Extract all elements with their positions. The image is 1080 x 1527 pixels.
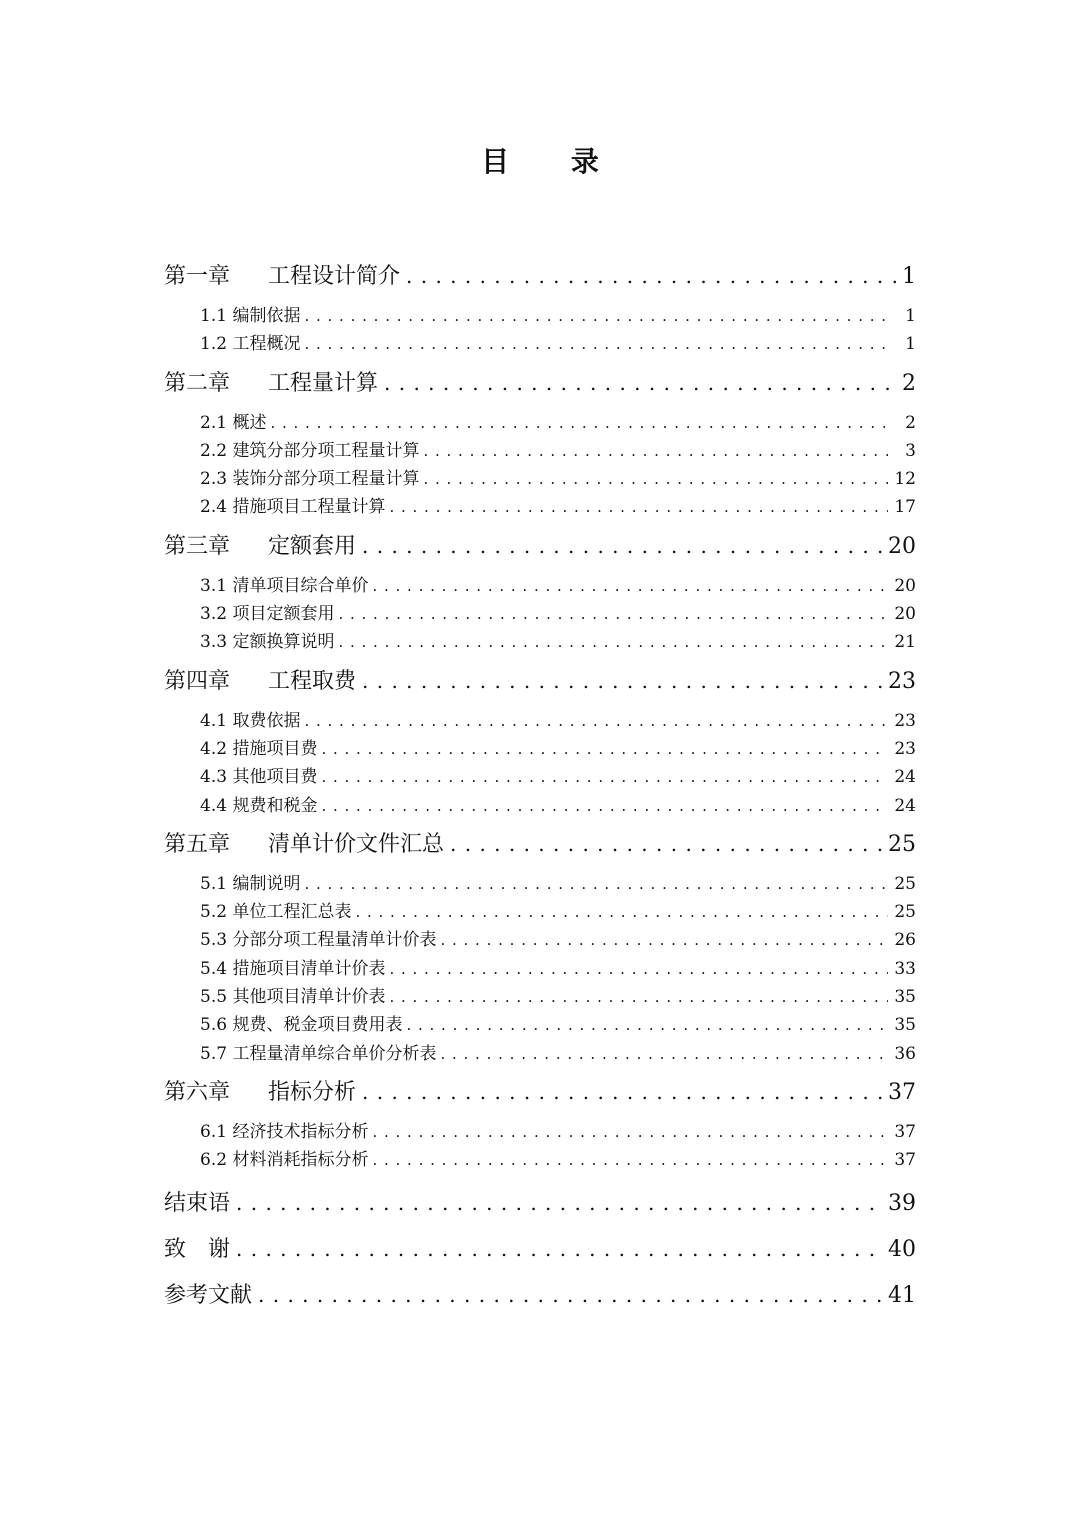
toc-backmatter-entry[interactable] bbox=[164, 1232, 916, 1266]
dot-leader bbox=[362, 529, 882, 563]
section-title: 6.1 经济技术指标分析 bbox=[200, 1121, 369, 1142]
section-title: 5.5 其他项目清单计价表 bbox=[200, 987, 386, 1008]
chapter-group bbox=[164, 366, 916, 522]
toc-section-entry[interactable] bbox=[164, 983, 916, 1011]
chapter-heading bbox=[164, 1076, 356, 1109]
dot-leader bbox=[440, 926, 888, 954]
toc-section-entry[interactable] bbox=[164, 792, 916, 820]
dot-leader bbox=[338, 628, 888, 656]
dot-leader bbox=[236, 1232, 882, 1266]
backmatter-title: 致 谢 bbox=[164, 1236, 231, 1262]
section-title: 5.7 工程量清单综合单价分析表 bbox=[200, 1043, 437, 1064]
toc-section-entry[interactable] bbox=[164, 1118, 916, 1146]
dot-leader bbox=[304, 870, 888, 898]
toc-section-entry[interactable] bbox=[164, 465, 916, 493]
section-title: 2.3 装饰分部分项工程量计算 bbox=[200, 469, 420, 490]
chapter-title: 工程取费 bbox=[268, 668, 357, 694]
dot-leader bbox=[450, 827, 882, 861]
page-number: 40 bbox=[888, 1236, 916, 1262]
dot-leader bbox=[440, 1040, 888, 1068]
toc-chapter-entry[interactable] bbox=[164, 529, 916, 563]
dot-leader bbox=[321, 763, 888, 791]
page-number: 25 bbox=[894, 873, 916, 894]
section-title: 4.2 措施项目费 bbox=[200, 738, 318, 759]
section-title: 4.3 其他项目费 bbox=[200, 767, 318, 788]
section-title: 4.1 取费依据 bbox=[200, 710, 301, 731]
toc-section-entry[interactable] bbox=[164, 898, 916, 926]
backmatter-title: 参考文献 bbox=[164, 1282, 253, 1308]
toc-section-entry[interactable] bbox=[164, 600, 916, 628]
chapter-group bbox=[164, 259, 916, 359]
toc-backmatter-entry[interactable] bbox=[164, 1186, 916, 1220]
section-title: 5.1 编制说明 bbox=[200, 873, 301, 894]
page-number: 37 bbox=[894, 1121, 916, 1142]
dot-leader bbox=[321, 735, 888, 763]
section-title: 5.2 单位工程汇总表 bbox=[200, 902, 352, 923]
toc-section-entry[interactable] bbox=[164, 955, 916, 983]
toc-section-entry[interactable] bbox=[164, 926, 916, 954]
dot-leader bbox=[270, 409, 888, 437]
dot-leader bbox=[321, 792, 888, 820]
dot-leader bbox=[389, 983, 888, 1011]
page-number: 2 bbox=[905, 412, 916, 433]
toc-section-entry[interactable] bbox=[164, 330, 916, 358]
page-number: 23 bbox=[888, 668, 916, 694]
dot-leader bbox=[389, 493, 888, 521]
page-number: 37 bbox=[888, 1079, 916, 1105]
toc-section-entry[interactable] bbox=[164, 572, 916, 600]
chapter-number: 第四章 bbox=[164, 668, 231, 694]
dot-leader bbox=[406, 1011, 888, 1039]
dot-leader bbox=[372, 1146, 888, 1174]
chapter-number: 第六章 bbox=[164, 1079, 231, 1105]
page-number: 35 bbox=[894, 1015, 916, 1036]
chapter-title: 工程设计简介 bbox=[268, 264, 401, 289]
section-title: 5.3 分部分项工程量清单计价表 bbox=[200, 930, 437, 951]
section-title: 2.2 建筑分部分项工程量计算 bbox=[200, 440, 420, 461]
chapter-number: 第五章 bbox=[164, 831, 231, 857]
toc-chapter-entry[interactable] bbox=[164, 259, 916, 293]
dot-leader bbox=[304, 707, 888, 735]
section-title: 5.4 措施项目清单计价表 bbox=[200, 958, 386, 979]
dot-leader bbox=[384, 366, 896, 400]
section-title: 2.4 措施项目工程量计算 bbox=[200, 497, 386, 518]
dot-leader bbox=[258, 1278, 882, 1312]
section-title: 1.1 编制依据 bbox=[200, 306, 301, 326]
page-number: 1 bbox=[905, 334, 916, 355]
dot-leader bbox=[362, 664, 882, 698]
page-number: 33 bbox=[894, 958, 916, 979]
section-title: 2.1 概述 bbox=[200, 412, 267, 433]
chapter-group bbox=[164, 827, 916, 1068]
page-number: 23 bbox=[894, 738, 916, 759]
chapter-heading bbox=[164, 367, 378, 400]
page-number: 37 bbox=[894, 1150, 916, 1171]
dot-leader bbox=[304, 302, 888, 330]
dot-leader bbox=[389, 955, 888, 983]
page-number: 41 bbox=[888, 1282, 916, 1308]
chapter-heading bbox=[164, 260, 400, 293]
dot-leader bbox=[362, 1075, 882, 1109]
page-number: 1 bbox=[905, 306, 916, 326]
dot-leader bbox=[304, 330, 888, 358]
toc-backmatter-entry[interactable] bbox=[164, 1278, 916, 1312]
section-title: 6.2 材料消耗指标分析 bbox=[200, 1150, 369, 1171]
toc-section-entry[interactable] bbox=[164, 870, 916, 898]
page-title: 目 录 bbox=[481, 145, 625, 178]
toc-section-entry[interactable] bbox=[164, 1146, 916, 1174]
section-title: 5.6 规费、税金项目费用表 bbox=[200, 1015, 403, 1036]
chapter-group bbox=[164, 664, 916, 820]
chapter-title: 清单计价文件汇总 bbox=[268, 831, 445, 857]
chapter-number: 第二章 bbox=[164, 370, 231, 396]
page-number: 20 bbox=[888, 533, 916, 559]
toc-section-entry[interactable] bbox=[164, 707, 916, 735]
table-of-contents bbox=[164, 252, 916, 1324]
page-number: 24 bbox=[894, 795, 916, 816]
toc-chapter-entry[interactable] bbox=[164, 1075, 916, 1109]
toc-section-entry[interactable] bbox=[164, 763, 916, 791]
page-number: 36 bbox=[894, 1043, 916, 1064]
chapter-number: 第一章 bbox=[164, 264, 231, 289]
chapter-group bbox=[164, 529, 916, 657]
dot-leader bbox=[406, 259, 896, 293]
page-number: 39 bbox=[888, 1190, 916, 1216]
section-title: 1.2 工程概况 bbox=[200, 334, 301, 355]
toc-chapter-entry[interactable] bbox=[164, 827, 916, 861]
dot-leader bbox=[338, 600, 888, 628]
chapter-group bbox=[164, 1075, 916, 1175]
chapter-heading bbox=[164, 665, 356, 698]
chapter-number: 第三章 bbox=[164, 533, 231, 559]
page-number: 3 bbox=[905, 440, 916, 461]
toc-section-entry[interactable] bbox=[164, 302, 916, 330]
section-title: 3.2 项目定额套用 bbox=[200, 604, 335, 625]
chapter-title: 定额套用 bbox=[268, 533, 357, 559]
page-number: 21 bbox=[894, 632, 916, 653]
chapter-heading bbox=[164, 530, 356, 563]
toc-section-entry[interactable] bbox=[164, 437, 916, 465]
toc-chapter-entry[interactable] bbox=[164, 366, 916, 400]
dot-leader bbox=[355, 898, 888, 926]
page-number: 25 bbox=[888, 831, 916, 857]
dot-leader bbox=[372, 572, 888, 600]
page-number: 26 bbox=[894, 930, 916, 951]
section-title: 3.1 清单项目综合单价 bbox=[200, 575, 369, 596]
toc-section-entry[interactable] bbox=[164, 735, 916, 763]
page-number: 23 bbox=[894, 710, 916, 731]
page-number: 20 bbox=[894, 604, 916, 625]
dot-leader bbox=[372, 1118, 888, 1146]
chapter-heading bbox=[164, 828, 444, 861]
page-number: 25 bbox=[894, 902, 916, 923]
page-number: 20 bbox=[894, 575, 916, 596]
section-title: 3.3 定额换算说明 bbox=[200, 632, 335, 653]
page-number: 12 bbox=[894, 469, 916, 490]
section-title: 4.4 规费和税金 bbox=[200, 795, 318, 816]
backmatter-title: 结束语 bbox=[164, 1190, 231, 1216]
toc-section-entry[interactable] bbox=[164, 1011, 916, 1039]
dot-leader bbox=[236, 1186, 882, 1220]
chapter-title: 工程量计算 bbox=[268, 370, 379, 396]
toc-chapter-entry[interactable] bbox=[164, 664, 916, 698]
page-number: 24 bbox=[894, 767, 916, 788]
toc-section-entry[interactable] bbox=[164, 628, 916, 656]
page-number: 35 bbox=[894, 987, 916, 1008]
dot-leader bbox=[423, 465, 888, 493]
toc-section-entry[interactable] bbox=[164, 409, 916, 437]
chapter-title: 指标分析 bbox=[268, 1079, 357, 1105]
page-number: 1 bbox=[902, 264, 916, 289]
dot-leader bbox=[423, 437, 888, 465]
page-number: 2 bbox=[902, 370, 916, 396]
toc-section-entry[interactable] bbox=[164, 493, 916, 521]
toc-section-entry[interactable] bbox=[164, 1040, 916, 1068]
page-number: 17 bbox=[894, 497, 916, 518]
